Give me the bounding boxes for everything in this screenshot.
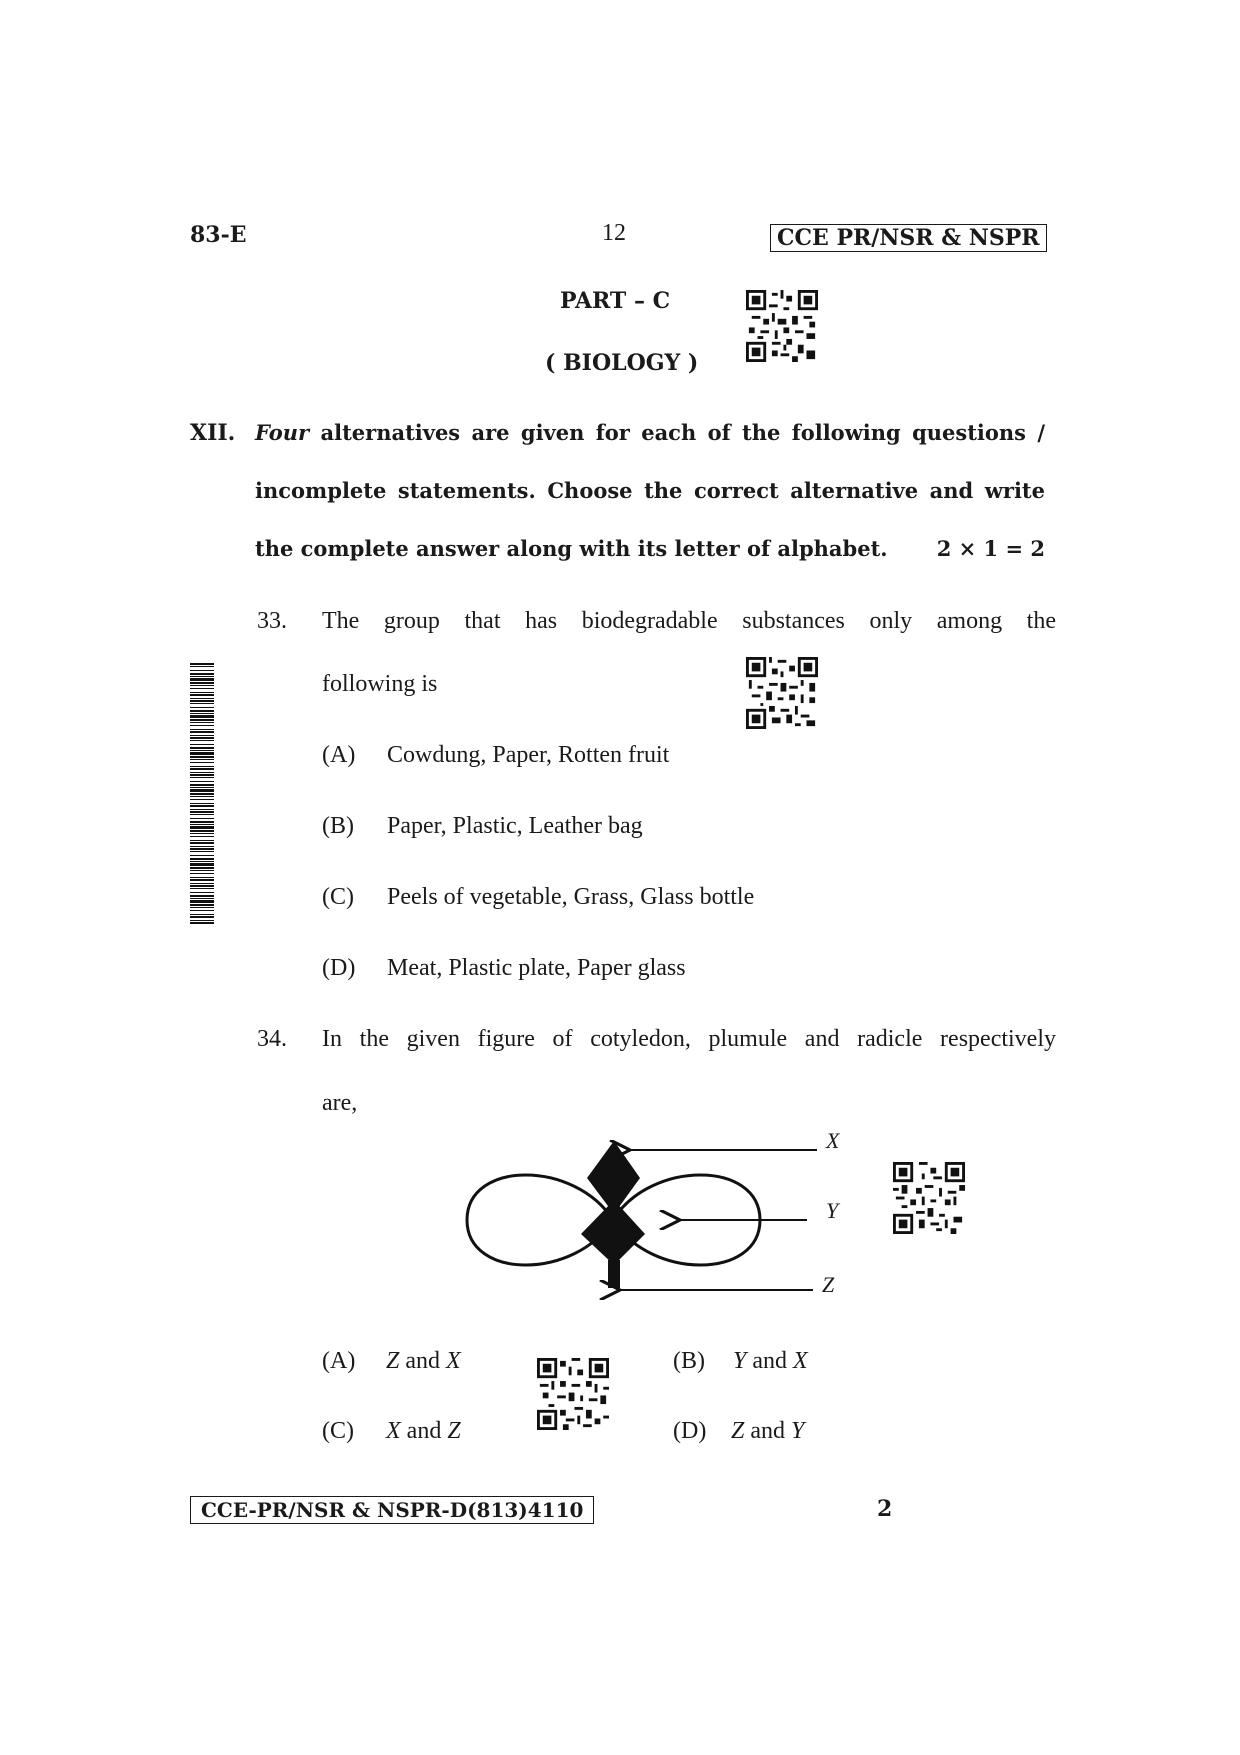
page-number: 12 <box>602 220 626 246</box>
q33-number: 33. <box>257 608 287 634</box>
q34-option-b-second: X <box>793 1348 808 1374</box>
instruction-line-1-rest: alternatives are given for each of the following questions / <box>320 420 1046 445</box>
q34-option-d-conj: and <box>750 1418 786 1444</box>
q34-option-a-letter: (A) <box>322 1348 356 1374</box>
part-title: PART – C <box>560 288 671 314</box>
q34-line-2: are, <box>322 1090 358 1116</box>
instruction-line-3: the complete answer along with its letter of alphabet. <box>255 536 888 561</box>
figure-label-z: Z <box>822 1272 835 1297</box>
q33-option-a-text[interactable]: Cowdung, Paper, Rotten fruit <box>387 742 670 768</box>
instruction-line-1 <box>255 420 1045 445</box>
q34-option-a-second: X <box>446 1348 461 1374</box>
q34-option-a-text[interactable] <box>386 1348 461 1375</box>
q34-option-d-text[interactable] <box>731 1418 804 1445</box>
cotyledon-figure <box>455 1130 875 1300</box>
q33-option-d-text[interactable]: Meat, Plastic plate, Paper glass <box>387 955 686 981</box>
q33-option-b-text[interactable]: Paper, Plastic, Leather bag <box>387 813 643 839</box>
q34-option-c-second: Z <box>447 1418 461 1444</box>
q34-option-b-conj: and <box>752 1348 788 1374</box>
instruction-line-3-row <box>255 536 1045 561</box>
q34-option-b-letter: (B) <box>673 1348 705 1374</box>
instruction-line-2: incomplete statements. Choose the correct alternative and write <box>255 478 1045 503</box>
footer-number: 2 <box>877 1496 893 1522</box>
instruction-lead-word: Four <box>255 420 310 445</box>
q34-option-b-text[interactable] <box>733 1348 808 1375</box>
qr-code-icon <box>537 1358 609 1430</box>
q34-option-a-conj: and <box>405 1348 441 1374</box>
marks-formula: 2 × 1 = 2 <box>936 536 1045 561</box>
figure-label-x: X <box>826 1128 840 1153</box>
qr-code-icon <box>893 1162 965 1234</box>
barcode-icon <box>190 663 214 925</box>
footer-code: CCE-PR/NSR & NSPR-D(813)4110 <box>190 1496 594 1524</box>
q34-option-c-letter: (C) <box>322 1418 354 1444</box>
q34-option-b-first: Y <box>733 1348 747 1374</box>
paper-code: 83-E <box>190 222 247 248</box>
qr-code-icon <box>746 657 818 729</box>
q34-option-c-conj: and <box>406 1418 442 1444</box>
q33-line-2: following is <box>322 671 438 697</box>
q33-option-b-letter: (B) <box>322 813 354 839</box>
q33-option-c-text[interactable]: Peels of vegetable, Grass, Glass bottle <box>387 884 755 910</box>
q34-number: 34. <box>257 1026 287 1052</box>
figure-label-y: Y <box>826 1198 839 1223</box>
q34-option-d-letter: (D) <box>673 1418 707 1444</box>
exam-label: CCE PR/NSR & NSPR <box>770 224 1047 252</box>
roman-numeral: XII. <box>190 420 236 446</box>
q33-option-a-letter: (A) <box>322 742 356 768</box>
q33-option-d-letter: (D) <box>322 955 356 981</box>
q34-option-a-first: Z <box>386 1348 400 1374</box>
q34-option-c-first: X <box>386 1418 401 1444</box>
subject-title: ( BIOLOGY ) <box>545 350 699 376</box>
radicle-shape <box>608 1260 620 1288</box>
q34-option-c-text[interactable] <box>386 1418 461 1445</box>
q33-line-1: The group that has biodegradable substances only among the <box>322 608 1056 634</box>
q34-line-1: In the given figure of cotyledon, plumule and radicle respectively <box>322 1026 1056 1052</box>
q34-option-d-first: Z <box>731 1418 745 1444</box>
embryo-axis-shape <box>581 1200 645 1265</box>
q34-option-d-second: Y <box>791 1418 805 1444</box>
qr-code-icon <box>746 290 818 362</box>
q33-option-c-letter: (C) <box>322 884 354 910</box>
